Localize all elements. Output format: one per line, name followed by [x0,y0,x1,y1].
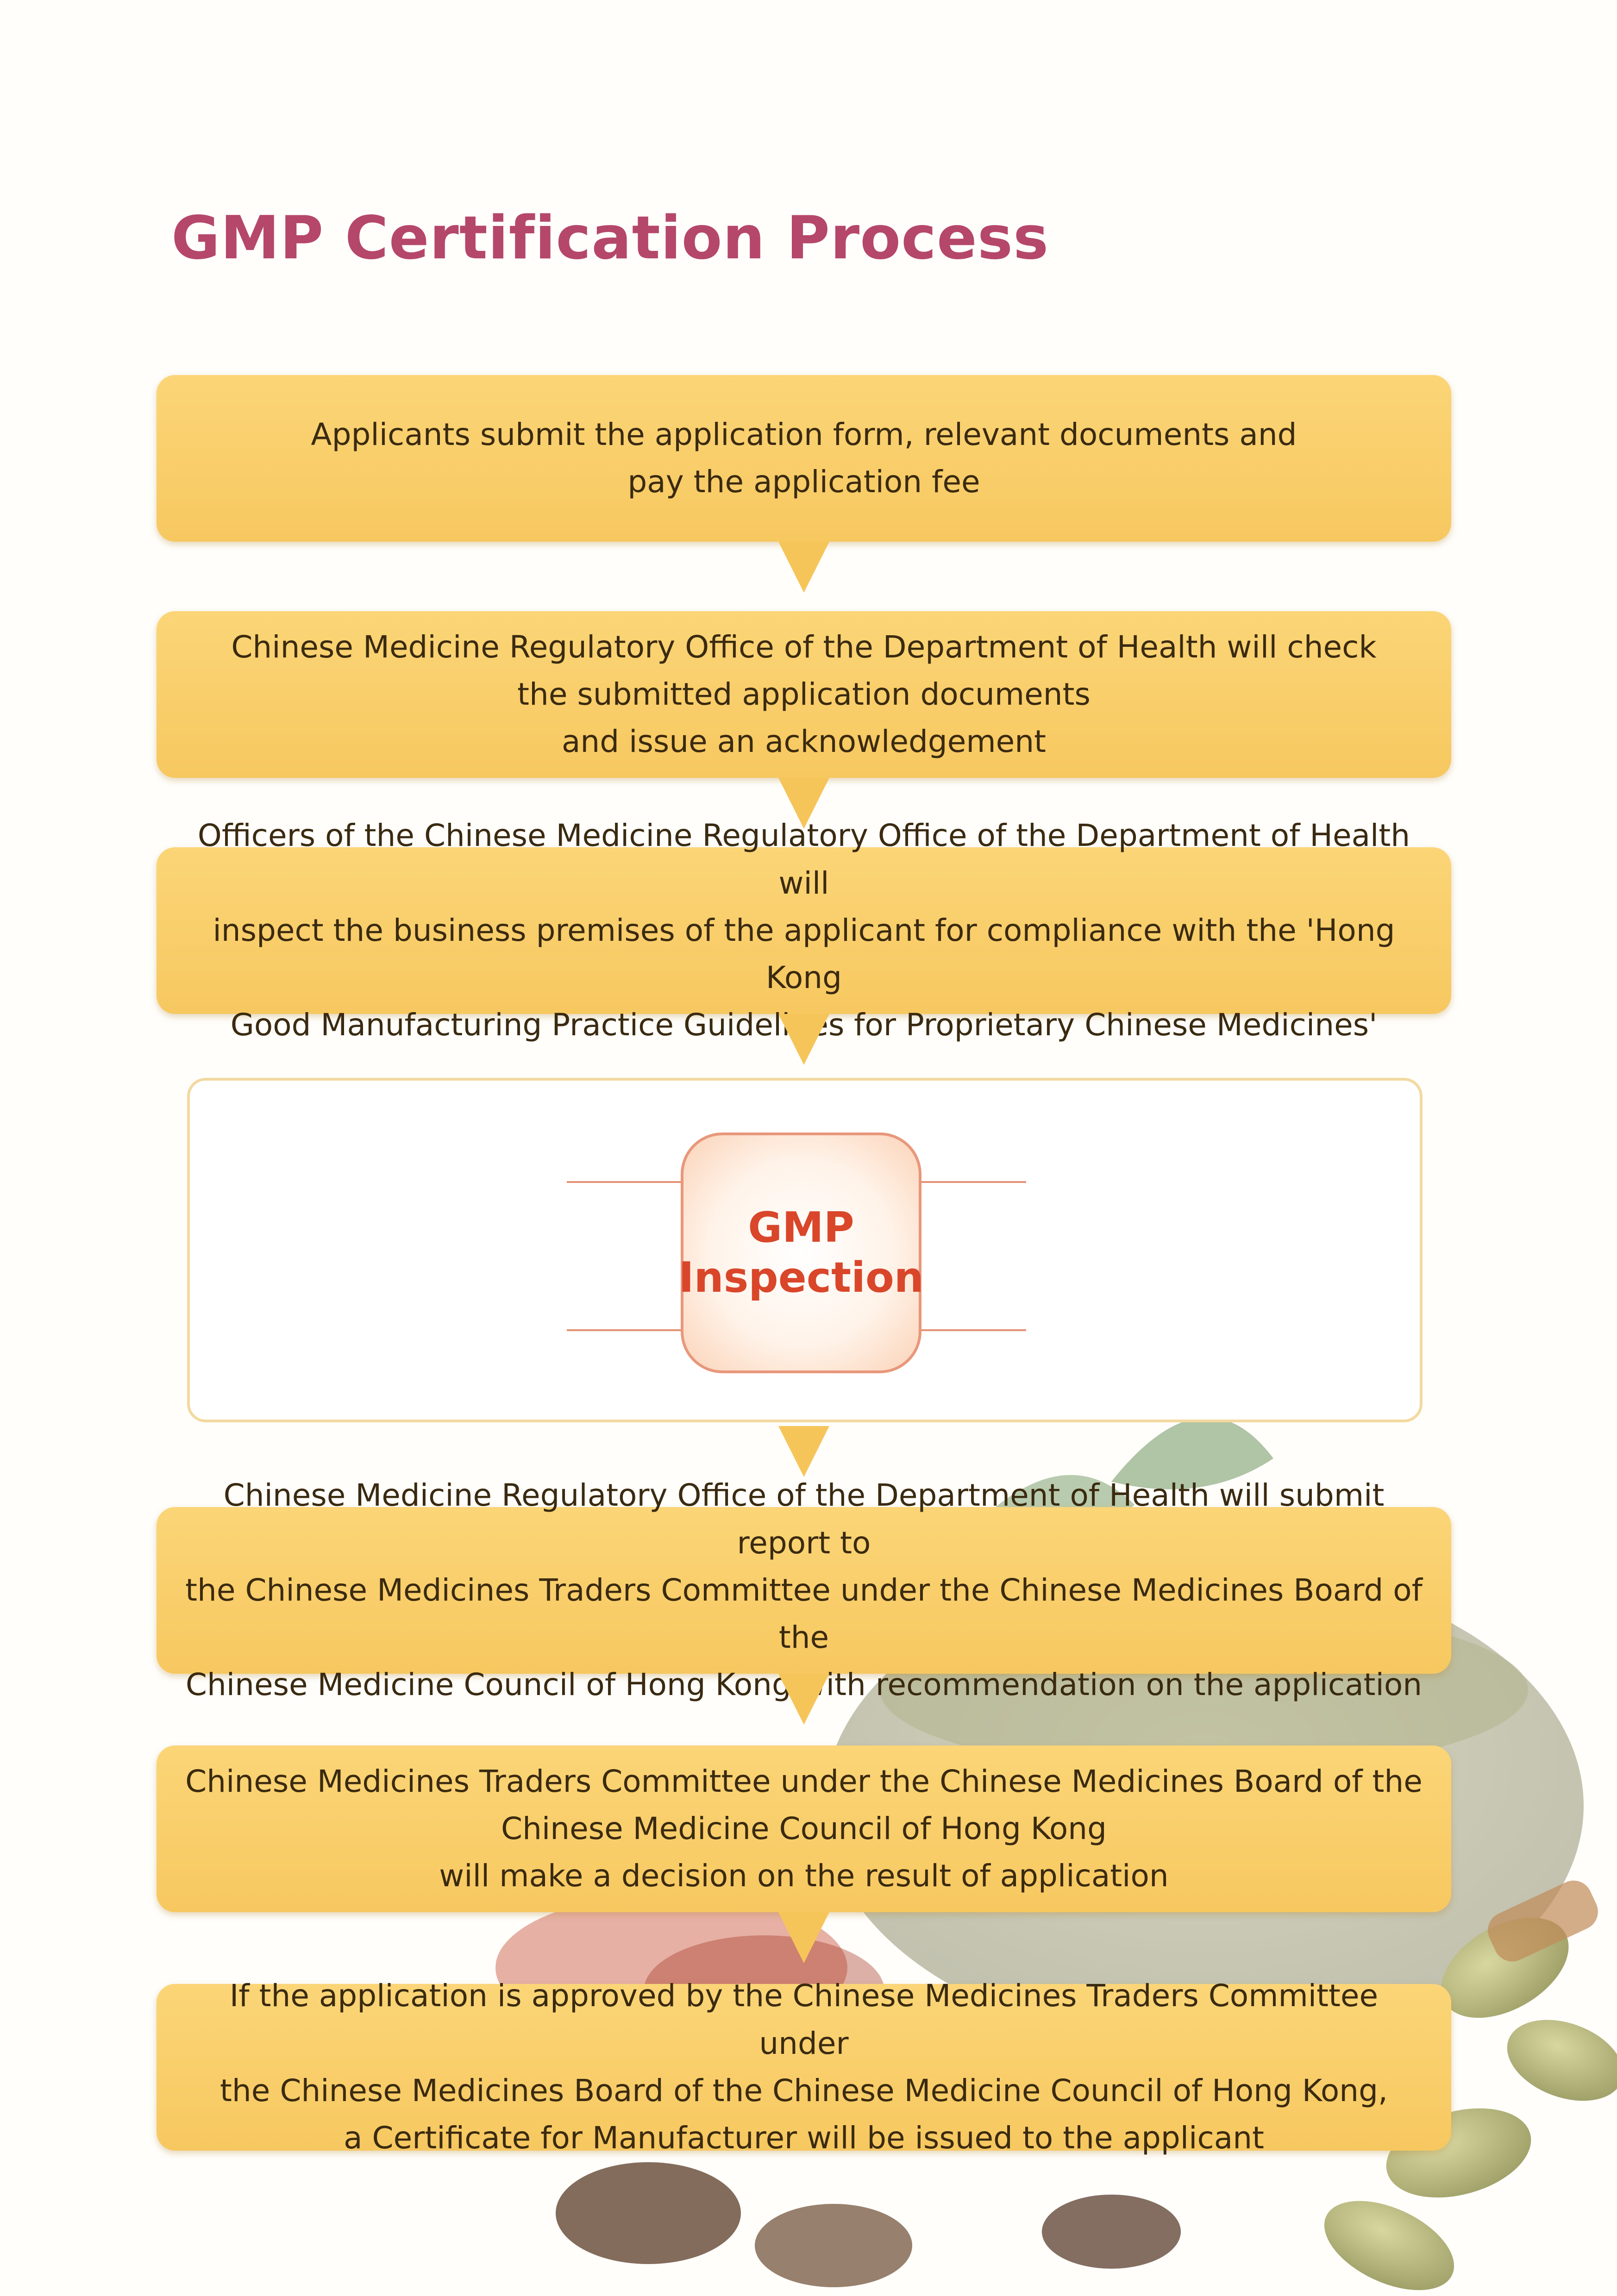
process-step-2 [157,611,1451,778]
arrow-down-icon [778,1674,829,1725]
page-title: GMP Certification Process [171,204,1049,273]
process-step-1 [157,375,1451,542]
step-1-text: Applicants submit the application form, relevant documents and pay the application fee [311,416,1297,500]
process-step-4 [157,1477,1451,1703]
step-3-text: Officers of the Chinese Medicine Regulatory Office of the Department of Health will inspect the business premises of the applicant for compliance with the 'Hong Kong Good Manufacturing Practice Guidelines for Proprietary Chinese Medicines' [197,818,1410,1043]
arrow-down-icon [778,542,829,593]
connector-line [920,1181,1026,1183]
arrow-down-icon [778,1912,829,1963]
hub-label: GMP Inspection [678,1203,924,1302]
arrow-down-icon [778,1426,829,1477]
process-step-6 [157,1978,1451,2156]
connector-line [567,1329,683,1331]
connector-line [567,1181,683,1183]
step-6-text: If the application is approved by the Chinese Medicines Traders Committee under the Chinese Medicines Board of the Chinese Medicine Council of Hong Kong, a Certificate for Manufacturer will be issued to the applicant [220,1978,1388,2156]
step-4-text: Chinese Medicine Regulatory Office of the Department of Health will submit report to the Chinese Medicines Traders Committee under the Chinese Medicines Board of the Chinese Medicine Council of Hong Kong with recommendation on the application [185,1477,1423,1703]
process-step-5 [157,1745,1451,1912]
step-2-text: Chinese Medicine Regulatory Office of the Department of Health will check the submitted application documents and issue an acknowledgement [231,629,1377,760]
step-5-text: Chinese Medicines Traders Committee under the Chinese Medicines Board of the Chinese Medicine Council of Hong Kong will make a decision on the result of application [185,1763,1423,1894]
arrow-down-icon [778,1014,829,1065]
gmp-inspection-hub [678,1132,924,1373]
connector-line [920,1329,1026,1331]
process-step-3 [157,818,1451,1043]
